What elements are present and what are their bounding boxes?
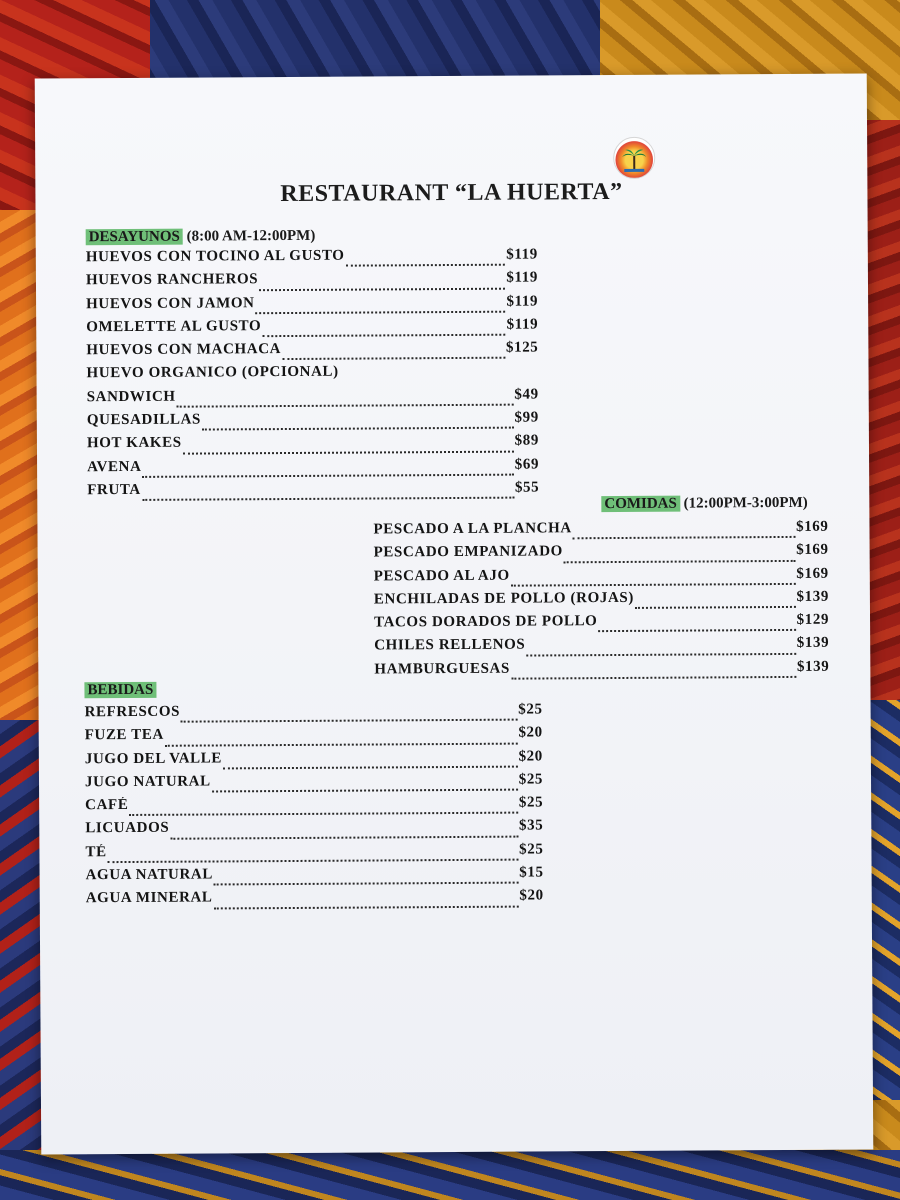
menu-item-name: PESCADO EMPANIZADO [373, 543, 563, 561]
menu-item-price: $139 [796, 635, 830, 652]
menu-item-price: $35 [518, 817, 544, 835]
menu-item-price: $129 [796, 611, 830, 629]
menu-item-name: AGUA MINERAL [85, 889, 213, 907]
restaurant-title: RESTAURANT “LA HUERTA” [280, 178, 623, 208]
menu-item [85, 795, 543, 821]
menu-item-name: FUZE TEA [84, 727, 164, 744]
menu-item-leader-dots [573, 535, 795, 539]
menu-item-price: $119 [506, 246, 538, 263]
menu-item [374, 589, 829, 615]
menu-item-price: $20 [518, 748, 543, 765]
menu-item [86, 865, 544, 891]
menu-item-name: HAMBURGUESAS [374, 660, 510, 678]
palm-tree-icon [614, 138, 654, 178]
bebidas-label: BEBIDAS [84, 682, 156, 698]
menu-item [85, 748, 543, 774]
menu-item-leader-dots [282, 356, 505, 360]
comidas-hours: (12:00PM-3:00PM) [683, 494, 808, 512]
menu-item-name: PESCADO A LA PLANCHA [373, 520, 572, 538]
menu-item [87, 410, 539, 436]
menu-item [87, 386, 539, 412]
menu-item [85, 701, 543, 727]
menu-item [86, 270, 538, 296]
menu-item-price: $125 [505, 339, 539, 356]
menu-item [86, 293, 538, 319]
menu-item [87, 433, 539, 459]
menu-item [86, 246, 538, 272]
menu-item-name: AVENA [87, 458, 142, 475]
menu-item [374, 612, 829, 638]
menu-item-leader-dots [212, 788, 518, 793]
menu-item-leader-dots [108, 858, 518, 864]
menu-item-name: AGUA NATURAL [85, 866, 213, 884]
palm-tree-logo-icon [613, 137, 655, 179]
menu-item [86, 340, 538, 366]
textile-bottom-stripe [0, 1150, 900, 1200]
menu-item-price: $20 [519, 887, 544, 904]
menu-item-name: HUEVOS CON JAMON [86, 294, 255, 312]
menu-item-leader-dots [262, 333, 505, 337]
menu-item-name: CHILES RELLENOS [374, 637, 526, 654]
menu-item-leader-dots [511, 675, 796, 680]
menu-item-leader-dots [165, 741, 518, 746]
menu-item-leader-dots [259, 286, 505, 291]
menu-item-name: SANDWICH [86, 388, 176, 406]
menu-item-price: $99 [514, 409, 539, 426]
bebidas-section-header [84, 682, 156, 699]
menu-item-price: $89 [514, 432, 539, 450]
bebidas-list [85, 701, 544, 913]
desayunos-hours: (8:00 AM-12:00PM) [186, 227, 316, 245]
menu-item-name: OMELETTE AL GUSTO [86, 318, 262, 336]
menu-item-leader-dots [181, 718, 517, 723]
menu-item-leader-dots [202, 426, 514, 431]
menu-paper [35, 73, 874, 1154]
menu-item-leader-dots [256, 310, 506, 315]
menu-item-leader-dots [177, 403, 514, 408]
menu-item-price: $20 [518, 724, 543, 741]
menu-item-price: $49 [514, 386, 539, 403]
menu-item-price: $69 [514, 456, 540, 473]
menu-item-leader-dots [526, 652, 795, 657]
menu-item-leader-dots [635, 605, 796, 609]
menu-item-name: CAFÉ [85, 797, 129, 814]
menu-item-leader-dots [183, 449, 514, 454]
menu-item-leader-dots [346, 263, 506, 267]
desayunos-list [86, 246, 540, 505]
menu-item-price: $169 [796, 518, 829, 535]
menu-item-leader-dots [598, 628, 795, 632]
menu-item-leader-dots [129, 811, 517, 816]
menu-item-price: $169 [796, 565, 829, 582]
menu-item-leader-dots [170, 834, 518, 839]
menu-item-name: JUGO DEL VALLE [84, 750, 222, 767]
menu-item [85, 725, 543, 751]
menu-item-name: HUEVOS CON TOCINO AL GUSTO [85, 247, 345, 266]
menu-item-price: $119 [506, 316, 539, 333]
menu-item-leader-dots [142, 496, 514, 501]
menu-item-price: $25 [518, 794, 544, 811]
menu-item-name: REFRESCOS [84, 703, 181, 721]
menu-item-name: QUESADILLAS [86, 411, 201, 429]
menu-item-leader-dots [214, 904, 519, 909]
desayunos-section-header [86, 228, 316, 246]
menu-item-price: $25 [518, 771, 544, 788]
menu-item-price: $169 [796, 542, 829, 559]
menu-item-price: $139 [796, 588, 829, 605]
menu-item [86, 888, 544, 914]
menu-item-leader-dots [511, 582, 796, 587]
menu-item-price: $55 [514, 479, 540, 496]
menu-item-price: $25 [519, 841, 544, 858]
menu-item [85, 771, 543, 797]
menu-item-name: FRUTA [87, 481, 141, 499]
menu-item-name: HUEVO ORGANICO (OPCIONAL) [86, 364, 339, 382]
menu-item-name: JUGO NATURAL [84, 773, 211, 791]
menu-item [374, 635, 829, 661]
menu-item-leader-dots [564, 559, 795, 563]
menu-item-name: LICUADOS [85, 820, 170, 837]
menu-item-name: TACOS DORADOS DE POLLO [374, 613, 598, 631]
menu-item-price: $119 [506, 269, 538, 286]
menu-item [87, 479, 539, 505]
menu-item-name: ENCHILADAS DE POLLO (ROJAS) [373, 589, 634, 608]
comidas-list [373, 519, 829, 685]
menu-item [86, 316, 538, 342]
menu-item [374, 658, 829, 684]
menu-item-leader-dots [214, 881, 518, 886]
menu-item-price: $119 [506, 293, 539, 310]
menu-item [85, 841, 543, 867]
menu-item-price: $139 [796, 658, 830, 675]
menu-item-price: $15 [519, 864, 544, 881]
menu-item-name: HOT KAKES [86, 435, 182, 452]
menu-item [374, 565, 829, 591]
menu-item-name: PESCADO AL AJO [373, 567, 510, 585]
menu-item [87, 456, 539, 482]
comidas-section-header [601, 495, 807, 513]
menu-item-leader-dots [143, 473, 514, 478]
comidas-label: COMIDAS [601, 496, 680, 512]
menu-item-name: HUEVOS CON MACHACA [86, 341, 282, 359]
menu-item-leader-dots [223, 765, 518, 770]
desayunos-label: DESAYUNOS [86, 229, 183, 246]
menu-item-name: TÉ [85, 843, 107, 861]
menu-item-name: HUEVOS RANCHEROS [85, 271, 259, 289]
menu-item-price: $25 [518, 701, 543, 718]
menu-item [373, 519, 828, 545]
menu-item [86, 363, 538, 389]
menu-item [85, 818, 543, 844]
menu-item [374, 542, 829, 568]
